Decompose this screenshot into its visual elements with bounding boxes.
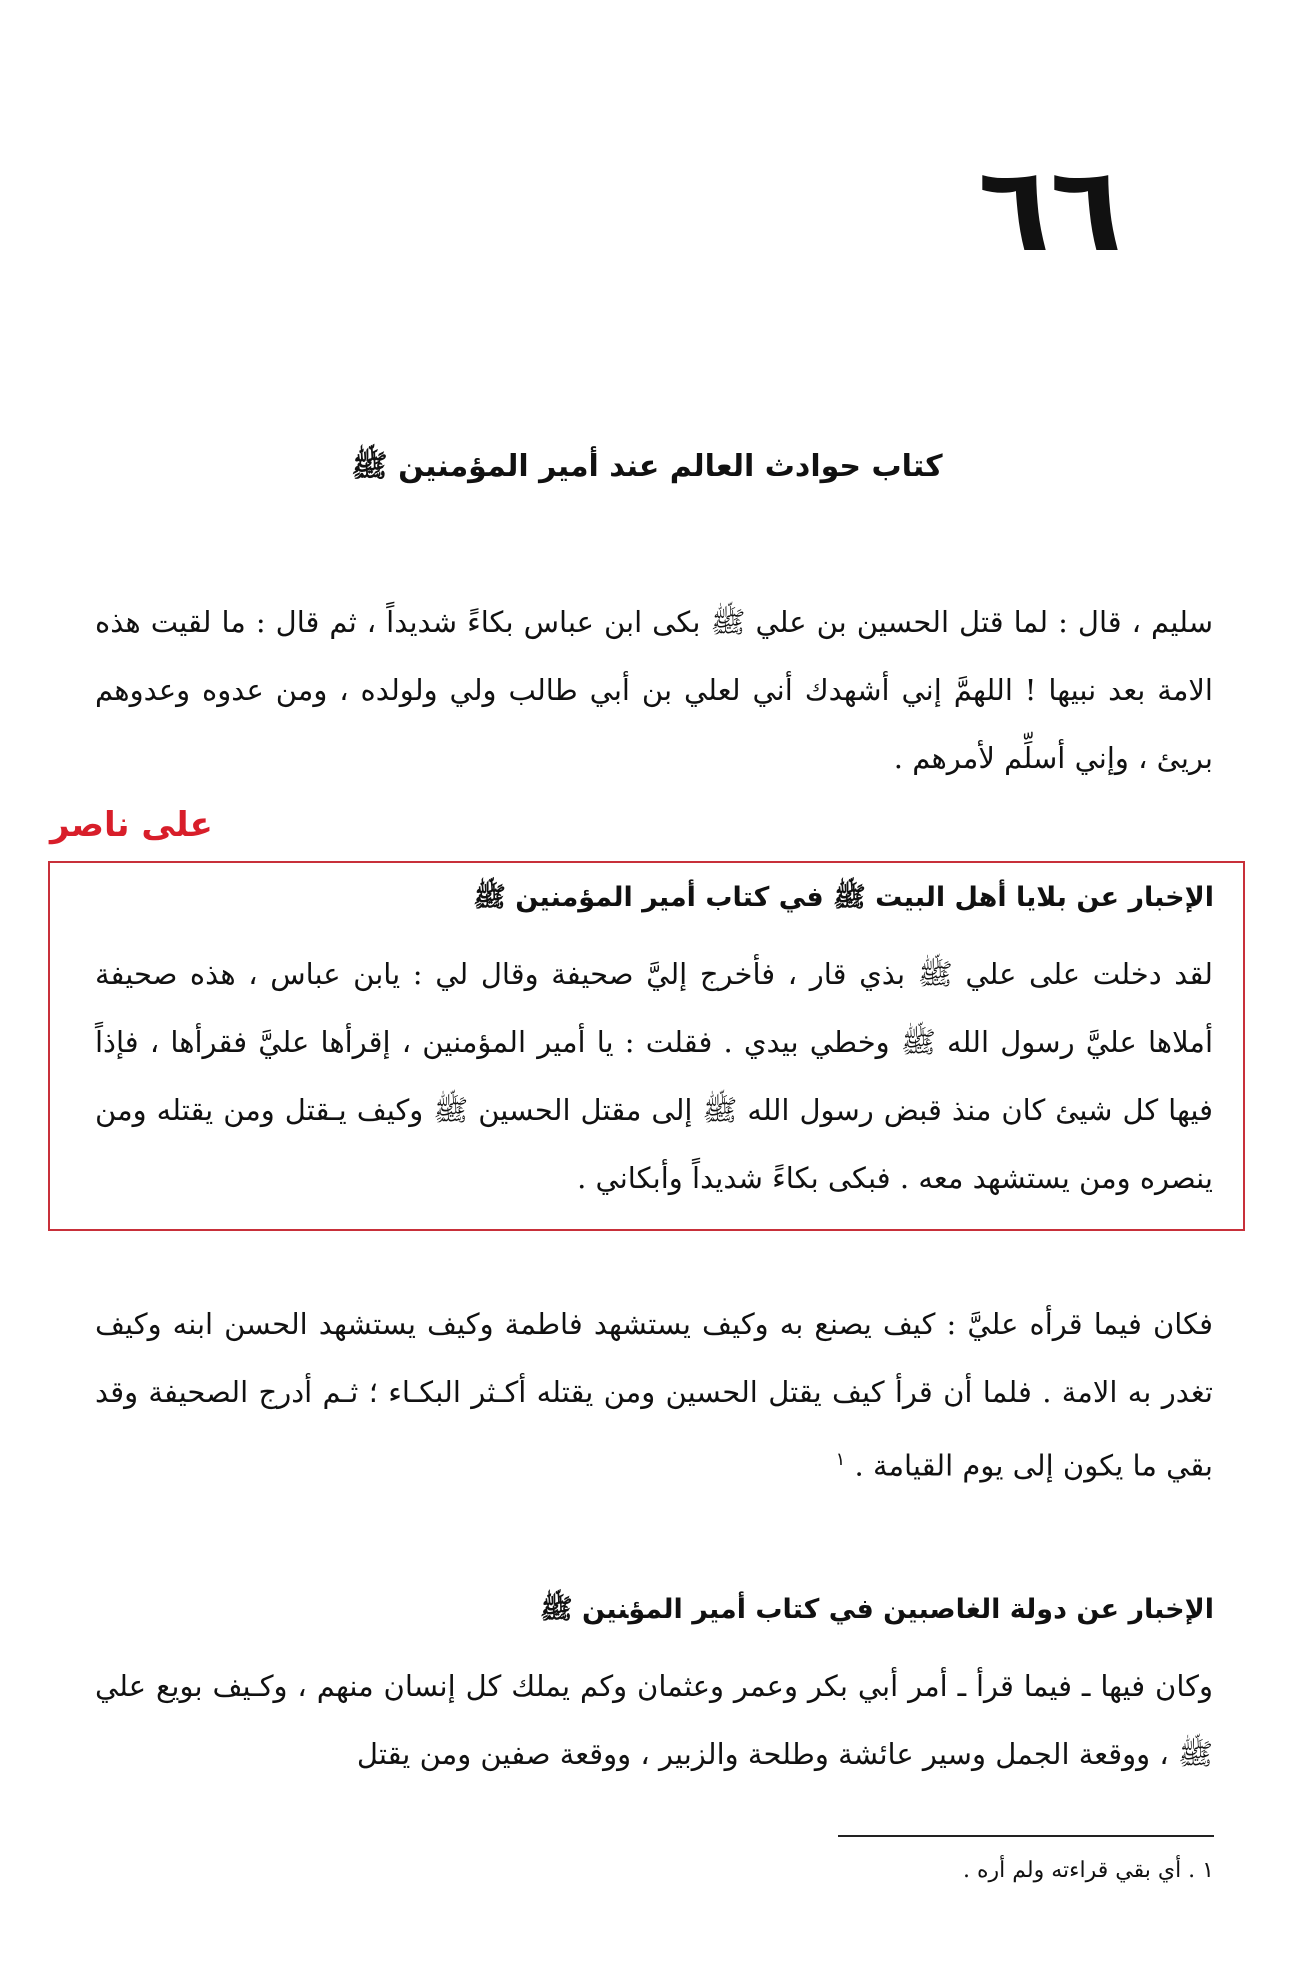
footnote-divider	[838, 1835, 1214, 1837]
paragraph-1: سليم ، قال : لما قتل الحسين بن علي ﷺ بكى ابن عباس بكاءً شديداً ، ثم قال : ما لقيت هذه الامة بعد نبيها ! اللهمَّ إني أشهدك أني لعلي بن أبي طالب ولي ولولده ، ومن عدوه وعدوهم بريئ ، وإني أسلِّم لأمرهم .	[95, 605, 1213, 775]
section-2-paragraph: وكان فيها ـ فيما قرأ ـ أمر أبي بكر وعمر وعثمان وكم يملك كل إنسان منهم ، وكـيف بويع علي ﷺ ، ووقعة الجمل وسير عائشة وطلحة والزبير ، ووقعة صفين ومن يقتل	[95, 1669, 1213, 1771]
watermark-annotation: على ناصر	[50, 805, 213, 845]
highlight-heading: الإخبار عن بلايا أهل البيت ﷺ في كتاب أمير المؤمنين ﷺ	[473, 882, 1214, 913]
paragraph-3	[95, 1290, 1213, 1500]
paragraph-3-text: فكان فيما قرأه عليَّ : كيف يصنع به وكيف يستشهد فاطمة وكيف يستشهد الحسن ابنه وكيف تغدر به الامة . فلما أن قرأ كيف يقتل الحسين ومن يقتله أكـثر البكـاء ؛ ثـم أدرج الصحيفة وقد بقي ما يكون إلى يوم القيامة .	[95, 1307, 1213, 1483]
footnote: ١ . أي بقي قراءته ولم أره .	[963, 1858, 1214, 1883]
highlight-paragraph: لقد دخلت على علي ﷺ بذي قار ، فأخرج إليَّ صحيفة وقال لي : يابن عباس ، هذه صحيفة أملاها عليَّ رسول الله ﷺ وخطي بيدي . فقلت : يا أمير المؤمنين ، إقرأها عليَّ فقرأها ، فإذاً فيها كل شيئ كان منذ قبض رسول الله ﷺ إلى مقتل الحسين ﷺ وكيف يـقتل ومن يقتله ومن ينصره ومن يستشهد معه . فبكى بكاءً شديداً وأبكاني .	[95, 957, 1213, 1195]
footnote-reference: ١	[835, 1449, 846, 1470]
section-2-heading: الإخبار عن دولة الغاصبين في كتاب أمير المؤ‍نين ﷺ	[540, 1594, 1214, 1625]
chapter-number: ٦٦	[977, 140, 1123, 278]
section-title: كتاب حوادث العالم عند أمير المؤمنين ﷺ	[351, 449, 943, 484]
